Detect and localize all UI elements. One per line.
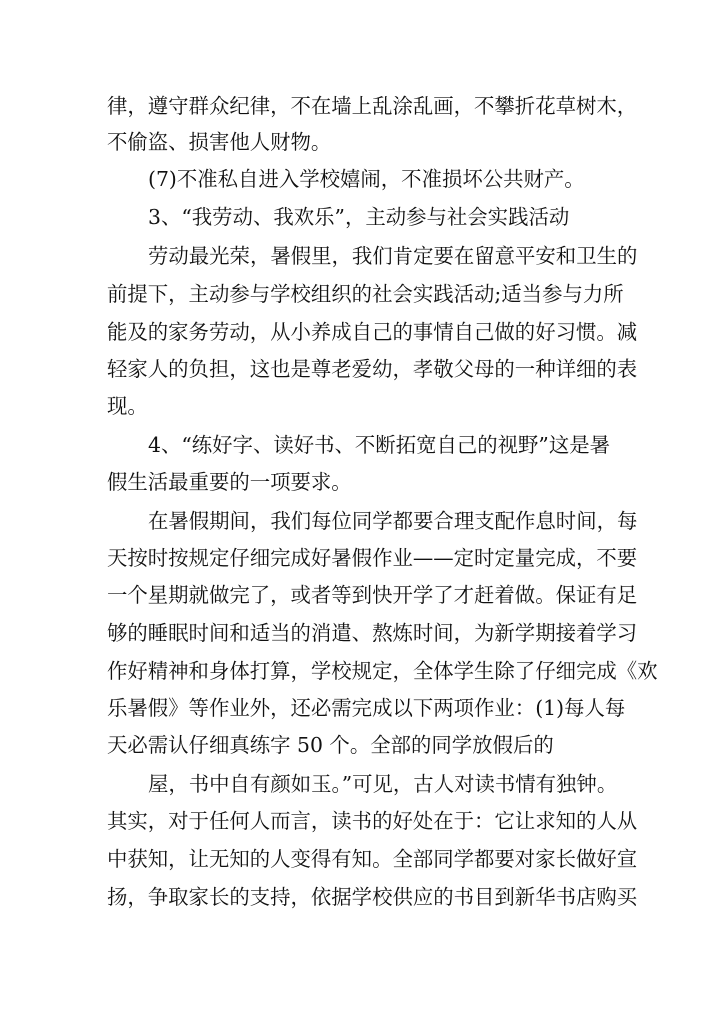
text-line-11: 假生活最重要的一项要求。 — [107, 470, 352, 494]
text-line-20: 其实，对于任何人而言，读书的好处在于：它让求知的人从 — [107, 809, 638, 833]
text-line-12: 在暑假期间，我们每位同学都要合理支配作息时间，每 — [148, 509, 638, 533]
text-line-5: 劳动最光荣，暑假里，我们肯定要在留意平安和卫生的 — [148, 244, 638, 268]
text-line-18: 天必需认仔细真练字 50 个。全部的同学放假后的 — [107, 733, 554, 757]
text-line-16: 作好精神和身体打算，学校规定，全体学生除了仔细完成《欢 — [107, 659, 658, 683]
text-line-6: 前提下，主动参与学校组织的社会实践活动;适当参与力所 — [107, 282, 624, 306]
text-line-8: 轻家人的负担，这也是尊老爱幼，孝敬父母的一种详细的表 — [107, 357, 638, 381]
text-line-3: (7)不准私自进入学校嬉闹，不准损坏公共财产。 — [148, 167, 585, 191]
text-line-2: 不偷盗、损害他人财物。 — [107, 130, 332, 154]
text-line-1: 律，遵守群众纪律，不在墙上乱涂乱画，不攀折花草树木， — [107, 94, 638, 118]
text-line-4: 3、“我劳动、我欢乐”，主动参与社会实践活动 — [148, 205, 570, 229]
text-line-9: 现。 — [107, 394, 148, 418]
text-line-13: 天按时按规定仔细完成好暑假作业——定时定量完成，不要 — [107, 546, 638, 570]
text-line-14: 一个星期就做完了，或者等到快开学了才赶着做。保证有足 — [107, 583, 638, 607]
text-line-22: 扬，争取家长的支持，依据学校供应的书目到新华书店购买 — [107, 885, 638, 909]
text-line-17: 乐暑假》等作业外，还必需完成以下两项作业：(1)每人每 — [107, 696, 626, 720]
text-line-21: 中获知，让无知的人变得有知。全部同学都要对家长做好宣 — [107, 847, 638, 871]
text-line-7: 能及的家务劳动，从小养成自己的事情自己做的好习惯。减 — [107, 320, 638, 344]
text-line-10: 4、“练好字、读好书、不断拓宽自己的视野”这是暑 — [148, 433, 611, 457]
text-line-15: 够的睡眠时间和适当的消遣、熬炼时间，为新学期接着学习 — [107, 621, 638, 645]
text-line-19: 屋，书中自有颜如玉。”可见，古人对读书情有独钟。 — [148, 772, 618, 796]
